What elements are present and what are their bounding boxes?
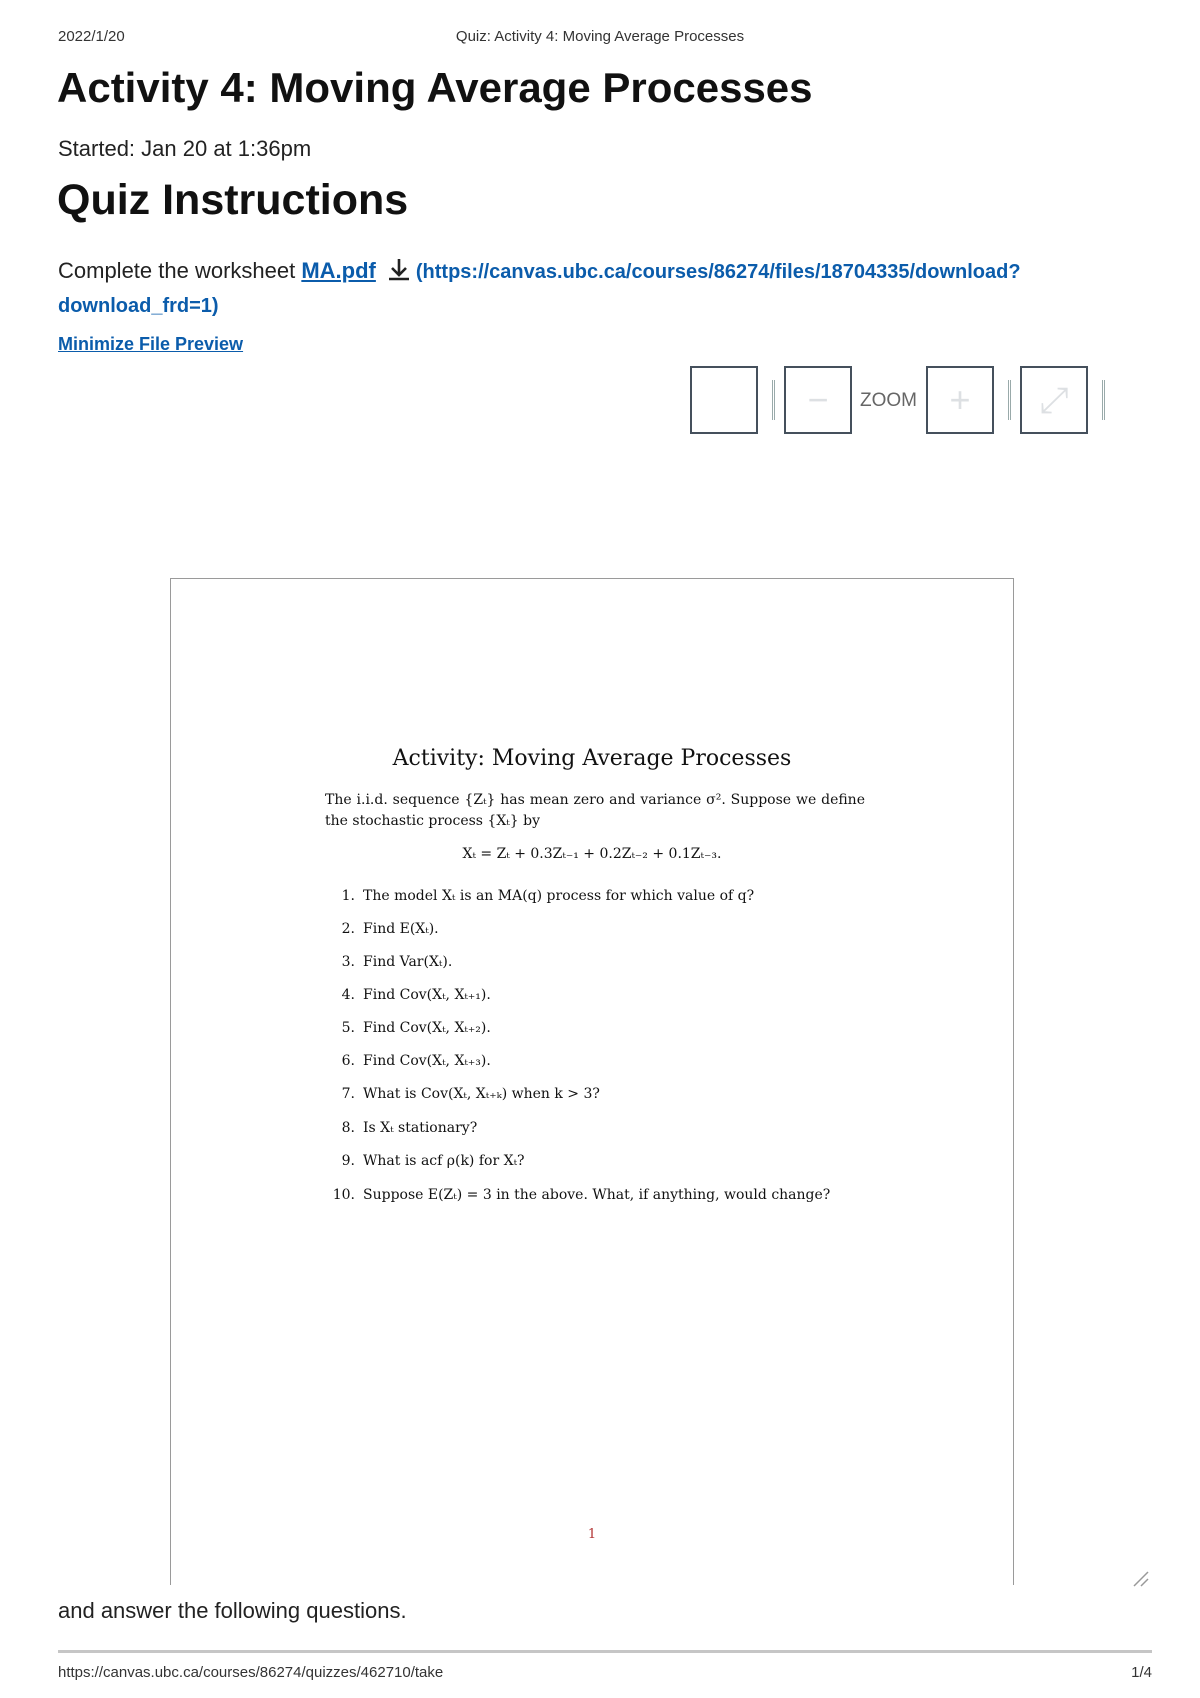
file-link[interactable]: MA.pdf	[301, 258, 376, 283]
worksheet-equation: Xₜ = Zₜ + 0.3Zₜ₋₁ + 0.2Zₜ₋₂ + 0.1Zₜ₋₃.	[462, 846, 722, 862]
question-item: 6. Find Cov(Xₜ, Xₜ₊₃).	[341, 1053, 491, 1069]
question-item: 1. The model Xₜ is an MA(q) process for which value of q?	[341, 888, 755, 904]
started-time: Started: Jan 20 at 1:36pm	[58, 136, 312, 161]
zoom-in-button[interactable]	[926, 366, 994, 434]
fullscreen-button[interactable]	[1020, 366, 1088, 434]
zoom-in-icon: +	[949, 379, 971, 420]
question-item: 9. What is acf ρ(k) for Xₜ?	[341, 1153, 525, 1169]
download-url-continued[interactable]: download_frd=1)	[58, 295, 219, 317]
zoom-label: ZOOM	[860, 390, 917, 411]
question-item: 2. Find E(Xₜ).	[341, 921, 439, 937]
zoom-out-icon: −	[807, 379, 829, 420]
toolbar-separator	[772, 380, 775, 420]
download-url[interactable]: (https://canvas.ubc.ca/courses/86274/files/18704335/download?	[415, 261, 1021, 283]
page-icon	[692, 368, 756, 432]
resize-handle-icon[interactable]	[1130, 1568, 1150, 1593]
question-item: 7. What is Cov(Xₜ, Xₜ₊ₖ) when k > 3?	[341, 1086, 600, 1102]
toolbar-separator	[1102, 380, 1105, 420]
section-heading: Quiz Instructions	[57, 176, 409, 224]
instructions-continued: and answer the following questions.	[58, 1598, 407, 1623]
instructions-line	[58, 256, 1021, 288]
file-preview[interactable]	[170, 578, 1014, 1585]
question-item: 5. Find Cov(Xₜ, Xₜ₊₂).	[341, 1020, 491, 1036]
pdf-page-number: 1	[587, 1527, 597, 1542]
footer-url: https://canvas.ubc.ca/courses/86274/quizzes/462710/take	[58, 1664, 444, 1681]
question-item: 10. Suppose E(Zₜ) = 3 in the above. What, if anything, would change?	[332, 1187, 831, 1203]
divider	[58, 1650, 1152, 1653]
question-item: 4. Find Cov(Xₜ, Xₜ₊₁).	[341, 987, 491, 1003]
page-button[interactable]	[690, 366, 758, 434]
print-date: 2022/1/20	[58, 28, 125, 45]
download-icon[interactable]	[386, 256, 412, 288]
question-item: 3. Find Var(Xₜ).	[341, 954, 453, 970]
zoom-out-button[interactable]	[784, 366, 852, 434]
minimize-preview-link[interactable]: Minimize File Preview	[58, 334, 244, 354]
footer-page-number: 1/4	[1131, 1664, 1152, 1681]
print-page-title: Quiz: Activity 4: Moving Average Processes	[455, 28, 745, 45]
question-item: 8. Is Xₜ stationary?	[341, 1120, 478, 1136]
toolbar-separator	[1008, 380, 1011, 420]
fullscreen-icon: ⤢	[1039, 378, 1069, 420]
instructions-prefix: Complete the worksheet	[58, 258, 302, 283]
worksheet-intro: The i.i.d. sequence {Zₜ} has mean zero and variance σ². Suppose we define the stochastic process {Xₜ} by	[325, 792, 865, 829]
worksheet-title: Activity: Moving Average Processes	[392, 746, 792, 771]
page-title: Activity 4: Moving Average Processes	[57, 64, 813, 111]
